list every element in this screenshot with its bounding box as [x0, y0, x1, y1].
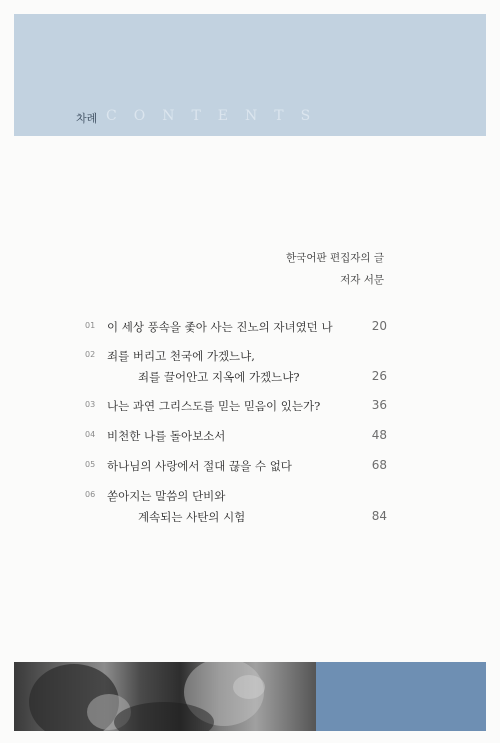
toc-number-02: 02 — [85, 350, 96, 359]
toc-title-06-line1[interactable]: 쏟아지는 말씀의 단비와 — [107, 489, 226, 503]
toc-title-01[interactable]: 이 세상 풍속을 좇아 사는 진노의 자녀였던 나 — [107, 320, 333, 334]
front-matter-preface[interactable]: 저자 서문 — [340, 274, 384, 286]
footer-photo-image — [14, 662, 316, 731]
toc-title-02-line2[interactable]: 죄를 끌어안고 지옥에 가겠느냐? — [138, 370, 300, 384]
footer-photo — [14, 662, 316, 731]
toc-number-01: 01 — [85, 321, 96, 330]
toc-title-02-line1[interactable]: 죄를 버리고 천국에 가겠느냐, — [107, 349, 255, 363]
toc-page-01[interactable]: 20 — [371, 319, 387, 333]
toc-page-05[interactable]: 68 — [371, 458, 387, 472]
toc-number-04: 04 — [85, 430, 96, 439]
toc-title-03[interactable]: 나는 과연 그리스도를 믿는 믿음이 있는가? — [107, 399, 321, 413]
toc-title-05[interactable]: 하나님의 사랑에서 절대 끊을 수 없다 — [107, 459, 292, 473]
toc-page-02[interactable]: 26 — [371, 369, 387, 383]
contents-heading: CONTENTS — [106, 108, 328, 124]
toc-page-04[interactable]: 48 — [371, 428, 387, 442]
toc-page-03[interactable]: 36 — [371, 398, 387, 412]
toc-page-06[interactable]: 84 — [371, 509, 387, 523]
footer-color-block — [316, 662, 486, 731]
toc-number-05: 05 — [85, 460, 96, 469]
toc-title-04[interactable]: 비천한 나를 돌아보소서 — [107, 429, 226, 443]
toc-number-06: 06 — [85, 490, 96, 499]
front-matter-editor-note[interactable]: 한국어판 편집자의 글 — [286, 252, 384, 264]
toc-title-06-line2[interactable]: 계속되는 사탄의 시험 — [138, 510, 246, 524]
toc-number-03: 03 — [85, 400, 96, 409]
contents-label: 차례 — [76, 112, 98, 125]
